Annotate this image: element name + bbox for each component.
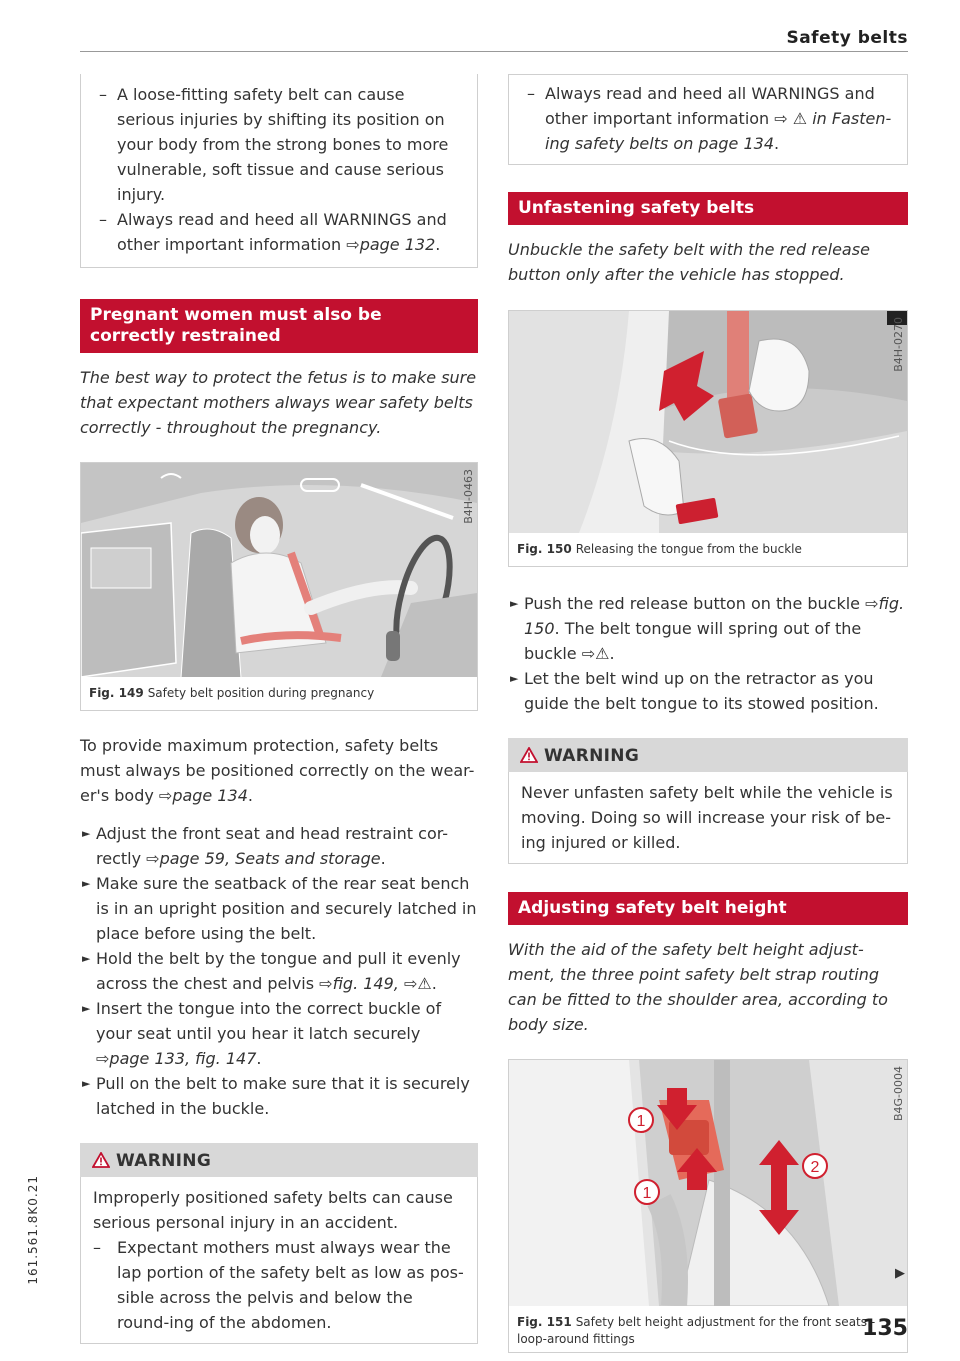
figure-150 xyxy=(508,310,908,567)
figure-reference-link[interactable]: fig. 149, xyxy=(332,974,399,993)
figure-caption: Fig. 151 Safety belt height adjustment for the front seats - loop-around fittings xyxy=(517,1315,876,1346)
left-column xyxy=(80,74,478,1344)
warning-triangle-icon: ⚠ xyxy=(417,974,432,993)
belt-height-adjust-illustration xyxy=(509,1060,907,1306)
right-arrow-icon: ⇨ xyxy=(403,974,418,993)
section-title-unfastening: Unfastening safety belts xyxy=(508,192,908,225)
warning-body xyxy=(80,1177,478,1344)
figure-151 xyxy=(508,1059,908,1353)
list-item: – A loose-fitting safety belt can cause serious injuries by shifting its position on your body from the strong bones to more vulnerable, soft tissue and cause serious injury. xyxy=(99,85,449,204)
continue-arrow-icon: ▶ xyxy=(895,1266,905,1281)
figure-reference-link[interactable]: fig. 150 xyxy=(524,594,905,638)
callout-2 xyxy=(803,1154,827,1178)
step-item: ► Hold the belt by the tongue and pull it evenly across the chest and pelvis ⇨fig. 149, ⇨⚠. xyxy=(80,946,478,996)
warning-triangle-icon: ⚠ xyxy=(595,644,610,663)
callout-label: 1 xyxy=(636,1113,646,1130)
callout-1-bottom xyxy=(635,1180,659,1204)
warning-body xyxy=(508,772,908,864)
figure-code: B4H-0270 xyxy=(892,317,905,372)
step-triangle-icon: ► xyxy=(82,1002,91,1015)
callout-1-top xyxy=(629,1108,653,1132)
figure-code: B4G-0004 xyxy=(892,1066,905,1122)
step-item: ► Make sure the seatback of the rear seat bench is in an upright position and securely latched in place before using the belt. xyxy=(80,871,478,946)
page-reference-link[interactable]: in Fasten-ing safety belts on page 134 xyxy=(545,109,892,153)
pregnant-driver-illustration xyxy=(81,463,477,677)
right-arrow-icon: ⇨ xyxy=(865,594,879,613)
list-item: – Always read and heed all WARNINGS and other important information ⇨ ⚠ in Fasten-ing safety belts on page 134. xyxy=(527,84,892,153)
intro-box xyxy=(80,74,478,268)
step-triangle-icon: ► xyxy=(510,597,519,610)
section-lead: The best way to protect the fetus is to make sure that expectant mothers always wear safety belts correctly - throughout the pregnancy. xyxy=(80,368,477,437)
right-arrow-icon: ⇨ xyxy=(96,1049,110,1068)
header-divider xyxy=(80,51,908,52)
right-arrow-icon: ⇨ xyxy=(319,974,333,993)
figure-149-image xyxy=(81,463,477,677)
section-title-adjusting: Adjusting safety belt height xyxy=(508,892,908,925)
figure-150-image xyxy=(509,311,907,533)
right-arrow-icon: ⇨ xyxy=(581,644,596,663)
page-reference-link[interactable]: page 59, Seats and storage xyxy=(159,849,381,868)
callout-label: 2 xyxy=(810,1159,820,1176)
figure-caption: Fig. 149 Safety belt position during pregnancy xyxy=(89,686,375,700)
page-header-title: Safety belts xyxy=(786,28,908,48)
section-lead: Unbuckle the safety belt with the red release button only after the vehicle has stopped. xyxy=(508,240,870,284)
instruction-steps xyxy=(508,591,908,716)
step-triangle-icon: ► xyxy=(82,952,91,965)
step-triangle-icon: ► xyxy=(82,827,91,840)
section-lead: With the aid of the safety belt height adjust-ment, the three point safety belt strap routing can be fitted to the shoulder area, according to body size. xyxy=(508,940,888,1034)
page-reference-link[interactable]: page 133, fig. 147 xyxy=(109,1049,257,1068)
figure-code: B4H-0463 xyxy=(462,469,475,524)
intro-box-right xyxy=(508,74,908,165)
step-item: ► Let the belt wind up on the retractor as you guide the belt tongue to its stowed position. xyxy=(508,666,908,716)
step-triangle-icon: ► xyxy=(82,1077,91,1090)
warning-text: Improperly positioned safety belts can cause serious personal injury in an accident. xyxy=(93,1188,453,1232)
instruction-steps xyxy=(80,821,478,1121)
right-arrow-icon: ⇨ xyxy=(158,786,173,805)
warning-header: WARNING xyxy=(80,1143,478,1177)
figure-151-image xyxy=(509,1060,907,1306)
step-item: ► Adjust the front seat and head restraint cor-rectly ⇨page 59, Seats and storage. xyxy=(80,821,478,871)
page-number: 135 xyxy=(862,1316,908,1341)
side-document-code: 161.561.8K0.21 xyxy=(26,1175,40,1285)
warning-triangle-icon: ⚠ xyxy=(792,109,808,128)
list-item: – Expectant mothers must always wear the lap portion of the safety belt as low as pos-sible across the pelvis and below the round-ing of the abdomen. xyxy=(93,1238,464,1332)
warning-text: Never unfasten safety belt while the vehicle is moving. Doing so will increase your risk of be-ing injured or killed. xyxy=(521,783,893,852)
warning-header: WARNING xyxy=(508,738,908,772)
right-arrow-icon: ⇨ xyxy=(774,109,788,128)
right-arrow-icon: ⇨ xyxy=(346,235,360,254)
step-item: ► Pull on the belt to make sure that it is securely latched in the buckle. xyxy=(80,1071,478,1121)
page-reference-link[interactable]: page 134 xyxy=(172,786,248,805)
step-triangle-icon: ► xyxy=(82,877,91,890)
section-title-pregnant: Pregnant women must also be correctly restrained xyxy=(80,299,478,353)
list-item: – Always read and heed all WARNINGS and other important information ⇨page 132. xyxy=(99,210,447,254)
right-column xyxy=(508,74,908,1353)
step-item: ► Push the red release button on the buckle ⇨fig. 150. The belt tongue will spring out of the buckle ⇨⚠. xyxy=(508,591,908,666)
warning-box-left xyxy=(80,1143,478,1344)
step-item: ► Insert the tongue into the correct buckle of your seat until you hear it latch securely ⇨page 133, fig. 147. xyxy=(80,996,478,1071)
warning-triangle-icon xyxy=(520,747,538,763)
right-arrow-icon: ⇨ xyxy=(146,849,160,868)
warning-box-right xyxy=(508,738,908,864)
page-reference-link[interactable]: page 132 xyxy=(359,235,436,254)
callout-label: 1 xyxy=(642,1185,652,1202)
figure-caption: Fig. 150 Releasing the tongue from the buckle xyxy=(517,542,802,556)
body-paragraph: To provide maximum protection, safety belts must always be positioned correctly on the wear-er's body ⇨page 134. xyxy=(80,736,475,805)
figure-149 xyxy=(80,462,478,711)
step-triangle-icon: ► xyxy=(510,672,519,685)
warning-triangle-icon xyxy=(92,1152,110,1168)
buckle-release-illustration xyxy=(509,311,907,533)
